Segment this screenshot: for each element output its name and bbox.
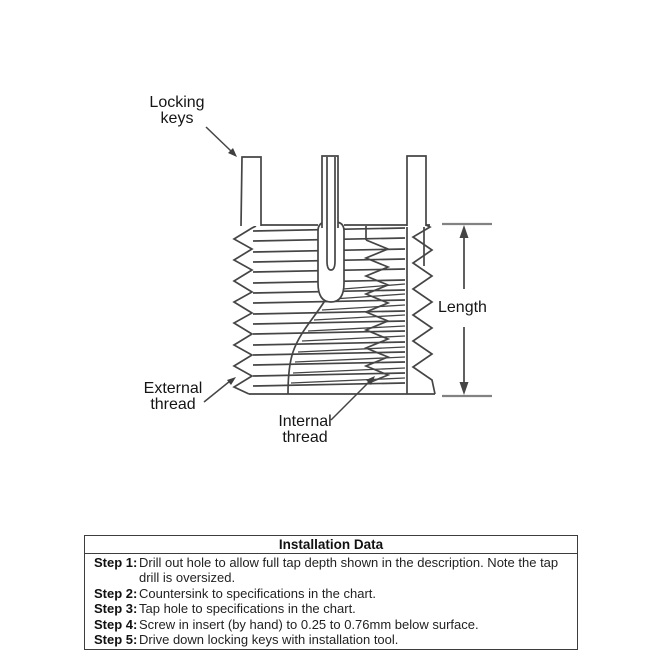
- table-row: [94, 601, 574, 616]
- step-text: Drive down locking keys with installation tool.: [139, 632, 399, 648]
- external-thread-left: [234, 226, 256, 394]
- external-thread-right: [407, 225, 435, 394]
- step-label: Step 2:: [94, 585, 138, 601]
- right-locking-key: [407, 156, 426, 226]
- step-label: Step 3:: [94, 601, 138, 617]
- step-label: Step 4:: [94, 616, 138, 632]
- left-locking-key: [241, 157, 261, 226]
- table-title: Installation Data: [85, 536, 577, 554]
- internal-thread-label: [268, 414, 342, 446]
- dimension-double-arrow-icon: [460, 382, 469, 395]
- installation-data-table: [84, 535, 578, 650]
- locking-keys-label: [140, 95, 214, 127]
- table-row: [94, 617, 574, 632]
- step-text: Tap hole to specifications in the chart.: [139, 601, 356, 617]
- table-row: [94, 586, 574, 601]
- external-thread-label-line1: External: [143, 380, 203, 397]
- step-text: Countersink to specifications in the chart.: [139, 585, 377, 601]
- length-label: Length: [438, 299, 487, 316]
- table-row: [94, 555, 574, 586]
- locking-keys-label-line1: Locking: [149, 94, 205, 111]
- step-label: Step 1:: [94, 555, 138, 570]
- locking-keys-label-line2: keys: [160, 110, 194, 127]
- step-text: Screw in insert (by hand) to 0.25 to 0.76mm below surface.: [139, 616, 479, 632]
- external-thread-label-line2: thread: [150, 396, 196, 413]
- step-label: Step 5:: [94, 632, 138, 648]
- internal-thread-label-line1: Internal: [278, 413, 332, 430]
- table-body: [85, 554, 577, 649]
- arrow-leader-icon: [227, 377, 236, 385]
- locking-keys-leader: [206, 127, 231, 151]
- dimension-double-arrow-icon: [460, 225, 469, 238]
- internal-thread-label-line2: thread: [282, 429, 328, 446]
- step-text: Drill out hole to allow full tap depth shown in the description. Note the tap drill is oversized.: [139, 555, 559, 586]
- external-thread-label: [136, 381, 210, 413]
- center-locking-key: [318, 156, 344, 302]
- table-row: [94, 632, 574, 647]
